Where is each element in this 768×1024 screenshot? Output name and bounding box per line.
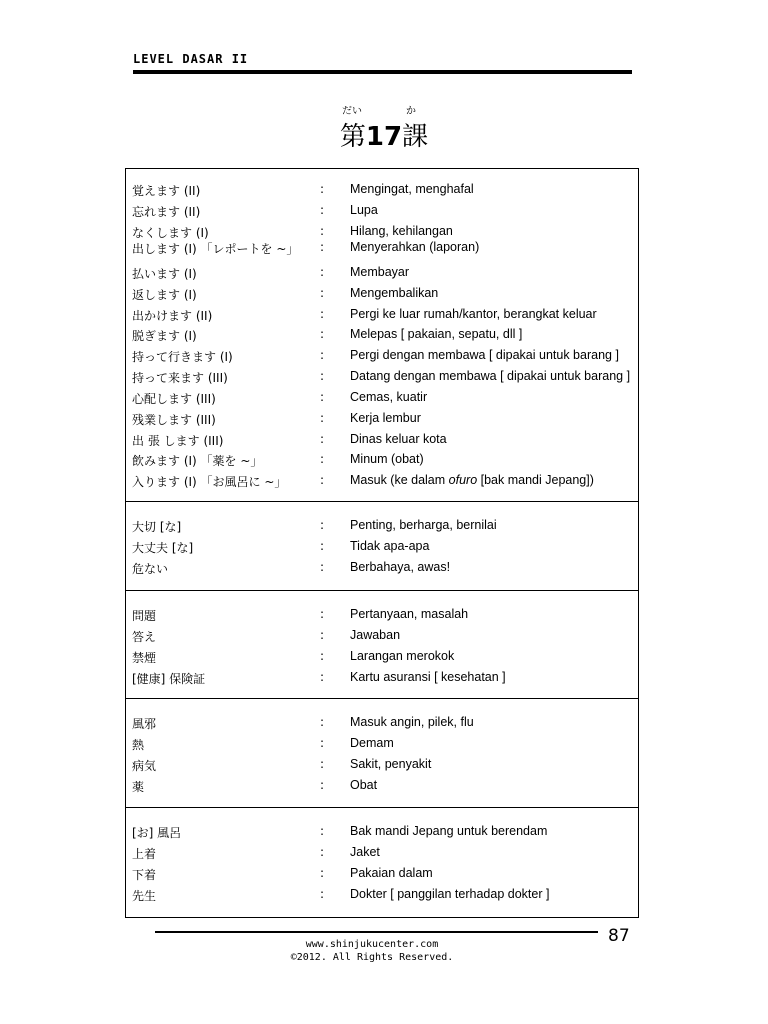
vocab-meaning: Pertanyaan, masalah — [350, 607, 469, 621]
vocab-meaning: Demam — [350, 736, 394, 750]
vocab-meaning: Tidak apa-apa — [350, 539, 430, 553]
footer-copyright: ©2012. All Rights Reserved. — [290, 952, 454, 963]
vocab-jp: 風邪 — [132, 717, 157, 731]
title-ruby — [0, 102, 768, 116]
vocab-jp: 熱 — [132, 738, 145, 752]
vocab-jp: 薬 — [132, 780, 145, 794]
vocab-colon: : — [320, 390, 325, 404]
vocab-colon: : — [320, 778, 325, 792]
vocab-colon: : — [320, 240, 325, 254]
vocabulary-table — [125, 168, 639, 918]
lesson-title-block — [0, 102, 768, 153]
vocab-jp: 払います (I) — [132, 267, 197, 281]
vocab-meaning: Mengembalikan — [350, 286, 439, 300]
vocab-row — [126, 603, 638, 624]
vocab-row — [126, 624, 638, 645]
vocab-jp: 出します (I) 「レポートを ~」 — [132, 242, 299, 256]
vocab-jp: 出 張 します (III) — [132, 434, 224, 448]
title-pre: 第 — [339, 122, 366, 152]
vocab-meaning: Jaket — [350, 845, 380, 859]
vocab-colon: : — [320, 670, 325, 684]
vocab-row — [126, 732, 638, 753]
vocab-row — [126, 365, 638, 386]
vocab-colon: : — [320, 539, 325, 553]
vocab-meaning: Cemas, kuatir — [350, 390, 428, 404]
vocab-colon: : — [320, 649, 325, 663]
vocab-row — [126, 178, 638, 199]
vocab-meaning: Pergi dengan membawa [ dipakai untuk barang ] — [350, 348, 619, 362]
vocab-meaning: Pakaian dalam — [350, 866, 433, 880]
vocab-colon: : — [320, 736, 325, 750]
vocab-meaning: Dokter [ panggilan terhadap dokter ] — [350, 887, 550, 901]
vocab-row — [126, 261, 638, 282]
vocab-colon: : — [320, 887, 325, 901]
vocab-meaning: Sakit, penyakit — [350, 757, 432, 771]
vocab-section-illness — [126, 698, 638, 807]
vocab-jp: なくします (I) — [132, 226, 209, 240]
vocab-row — [126, 645, 638, 666]
vocab-meaning: Hilang, kehilangan — [350, 224, 453, 238]
vocab-colon: : — [320, 203, 325, 217]
footer — [0, 938, 744, 964]
vocab-colon: : — [320, 182, 325, 196]
vocab-jp: 返します (I) — [132, 288, 197, 302]
vocab-meaning: Jawaban — [350, 628, 401, 642]
vocab-row — [126, 407, 638, 428]
vocab-colon: : — [320, 845, 325, 859]
vocab-meaning: Berbahaya, awas! — [350, 560, 451, 574]
vocab-row — [126, 344, 638, 365]
vocab-colon: : — [320, 607, 325, 621]
vocab-colon: : — [320, 307, 325, 321]
vocab-jp: 心配します (III) — [132, 392, 216, 406]
vocab-colon: : — [320, 369, 325, 383]
vocab-meaning: Bak mandi Jepang untuk berendam — [350, 824, 548, 838]
vocab-colon: : — [320, 432, 325, 446]
vocab-row — [126, 282, 638, 303]
vocab-meaning: Obat — [350, 778, 378, 792]
vocab-row — [126, 774, 638, 795]
vocab-section-clothing — [126, 807, 638, 917]
vocab-row — [126, 303, 638, 324]
vocab-meaning: Kerja lembur — [350, 411, 421, 425]
vocab-jp: 危ない — [132, 562, 169, 576]
vocab-jp: 脱ぎます (I) — [132, 329, 197, 343]
vocab-jp: 飲みます (I) 「薬を ~」 — [132, 454, 263, 468]
vocab-jp: 残業します (III) — [132, 413, 216, 427]
vocab-meaning: Dinas keluar kota — [350, 432, 447, 446]
vocab-jp: 先生 — [132, 889, 157, 903]
vocab-jp: [健康] 保険証 — [132, 672, 206, 686]
vocab-row — [126, 711, 638, 732]
vocab-section-adjectives — [126, 501, 638, 590]
vocab-jp: 大切 [な] — [132, 520, 182, 534]
vocab-jp: [お] 風呂 — [132, 826, 182, 840]
vocab-meaning: Pergi ke luar rumah/kantor, berangkat keluar — [350, 307, 597, 321]
vocab-colon: : — [320, 411, 325, 425]
vocab-meaning: Menyerahkan (laporan) — [350, 240, 480, 254]
vocab-colon: : — [320, 265, 325, 279]
vocab-row — [126, 448, 638, 469]
vocab-jp: 入ります (I) 「お風呂に ~」 — [132, 475, 287, 489]
vocab-row — [126, 323, 638, 344]
vocab-meaning: Masuk angin, pilek, flu — [350, 715, 474, 729]
vocab-jp: 上着 — [132, 847, 157, 861]
vocab-jp: 忘れます (II) — [132, 205, 201, 219]
vocab-row — [126, 883, 638, 904]
vocab-row — [126, 820, 638, 841]
vocab-row — [126, 199, 638, 220]
vocab-jp: 問題 — [132, 609, 157, 623]
footer-url[interactable]: www.shinjukucenter.com — [305, 939, 439, 950]
vocab-meaning: Datang dengan membawa [ dipakai untuk barang ] — [350, 369, 631, 383]
header-rule — [133, 70, 632, 74]
vocab-meaning: Membayar — [350, 265, 410, 279]
vocab-meaning: Penting, berharga, bernilai — [350, 518, 497, 532]
vocab-jp: 病気 — [132, 759, 157, 773]
vocab-row — [126, 236, 638, 257]
vocab-row — [126, 469, 638, 490]
vocab-colon: : — [320, 824, 325, 838]
vocab-meaning — [350, 473, 594, 487]
vocab-row — [126, 535, 638, 556]
vocab-colon: : — [320, 286, 325, 300]
vocab-jp: 禁煙 — [132, 651, 157, 665]
level-header: LEVEL DASAR II — [133, 52, 249, 66]
vocab-jp: 答え — [132, 630, 157, 644]
lesson-title — [0, 116, 768, 153]
vocab-row — [126, 428, 638, 449]
vocab-row — [126, 556, 638, 577]
vocab-colon: : — [320, 327, 325, 341]
vocab-meaning: Melepas [ pakaian, sepatu, dll ] — [350, 327, 523, 341]
vocab-meaning: Kartu asuransi [ kesehatan ] — [350, 670, 506, 684]
vocab-meaning: Minum (obat) — [350, 452, 424, 466]
vocab-colon: : — [320, 452, 325, 466]
vocab-colon: : — [320, 715, 325, 729]
title-ruby-ka: か — [406, 106, 416, 117]
vocab-colon: : — [320, 560, 325, 574]
meaning-italic-ofuro: ofuro — [448, 473, 478, 487]
vocab-jp: 下着 — [132, 868, 157, 882]
title-number: 17 — [365, 122, 403, 152]
meaning-part: [bak mandi Jepang]) — [477, 473, 594, 487]
vocab-meaning: Larangan merokok — [350, 649, 455, 663]
vocab-row — [126, 666, 638, 687]
vocab-jp: 持って来ます (III) — [132, 371, 228, 385]
vocab-jp: 大丈夫 [な] — [132, 541, 194, 555]
vocab-colon: : — [320, 473, 325, 487]
vocab-jp: 覚えます (II) — [132, 184, 201, 198]
vocab-meaning: Mengingat, menghafal — [350, 182, 474, 196]
vocab-row — [126, 386, 638, 407]
vocab-colon: : — [320, 757, 325, 771]
vocab-row — [126, 514, 638, 535]
title-ruby-dai: だい — [342, 106, 362, 117]
vocab-colon: : — [320, 628, 325, 642]
vocab-colon: : — [320, 518, 325, 532]
vocab-meaning: Lupa — [350, 203, 378, 217]
vocab-colon: : — [320, 348, 325, 362]
vocab-row — [126, 841, 638, 862]
vocab-section-verbs — [126, 169, 638, 501]
vocab-jp: 持って行きます (I) — [132, 350, 233, 364]
vocab-section-nouns-1 — [126, 590, 638, 698]
meaning-part: Masuk (ke dalam — [350, 473, 449, 487]
footer-rule — [155, 931, 598, 933]
vocab-row — [126, 753, 638, 774]
page-number: 87 — [608, 926, 630, 946]
title-post: 課 — [402, 122, 429, 152]
vocab-row — [126, 862, 638, 883]
vocab-colon: : — [320, 224, 325, 238]
vocab-jp: 出かけます (II) — [132, 309, 213, 323]
vocab-colon: : — [320, 866, 325, 880]
